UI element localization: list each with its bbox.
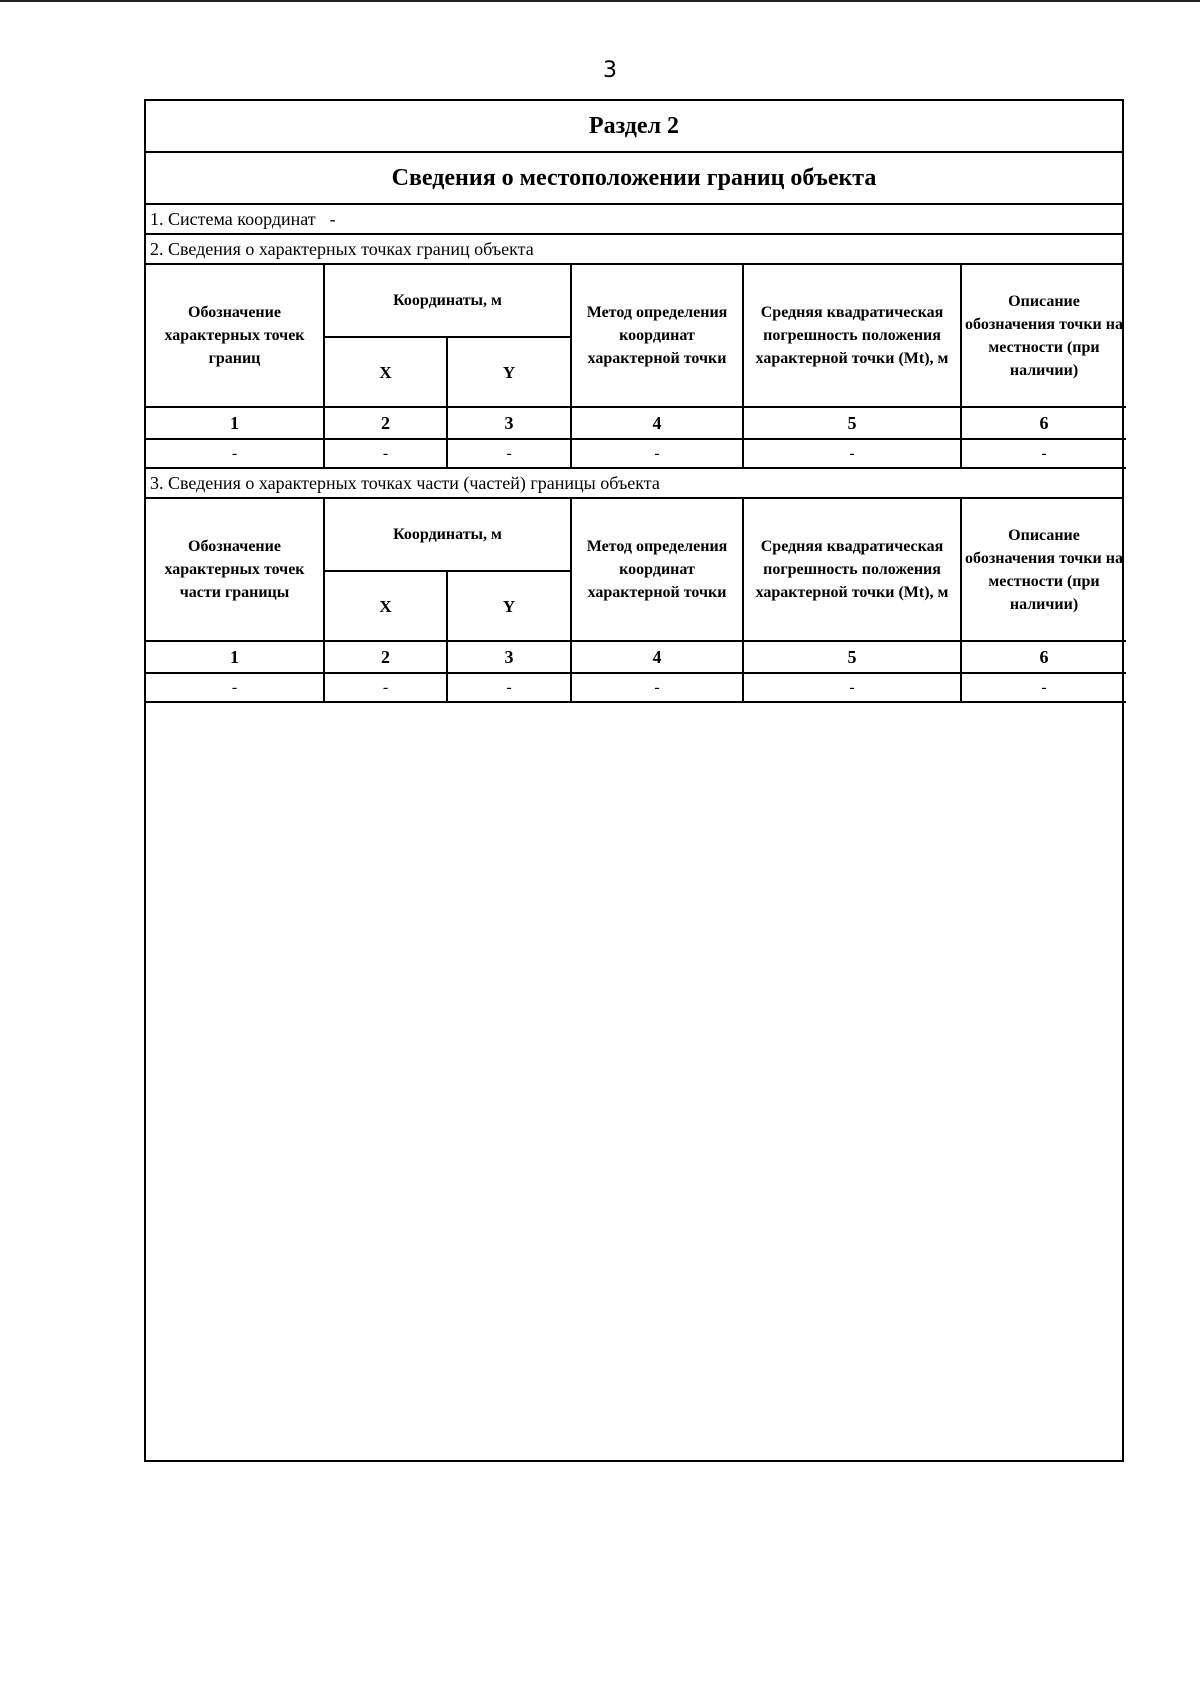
- page-top-edge: [0, 0, 1200, 2]
- column-number: 1: [146, 407, 324, 439]
- header-y: Y: [447, 571, 571, 641]
- column-number: 2: [324, 407, 447, 439]
- table-cell: -: [447, 673, 571, 702]
- table-cell: -: [743, 673, 961, 702]
- header-error: Средняя квадратическая погрешность положения характерной точки (Mt), м: [743, 265, 961, 407]
- table2-caption: 3. Сведения о характерных точках части (частей) границы объекта: [146, 469, 1122, 499]
- table-row: [146, 439, 1126, 468]
- table-cell: -: [447, 439, 571, 468]
- column-number: 6: [961, 641, 1126, 673]
- column-numbers-row: [146, 641, 1126, 673]
- table-row: [146, 673, 1126, 702]
- table1-caption: 2. Сведения о характерных точках границ объекта: [146, 235, 1122, 265]
- document-frame: [144, 99, 1124, 1462]
- header-method: Метод определения координат характерной точки: [571, 265, 743, 407]
- header-designation: Обозначение характерных точек границ: [146, 265, 324, 407]
- table-cell: -: [324, 673, 447, 702]
- column-number: 1: [146, 641, 324, 673]
- table-cell: -: [571, 439, 743, 468]
- header-coordinates: Координаты, м: [324, 265, 571, 337]
- boundary-points-table: [146, 265, 1126, 469]
- table-header-row: [146, 265, 1126, 337]
- header-x: X: [324, 571, 447, 641]
- column-numbers-row: [146, 407, 1126, 439]
- column-number: 3: [447, 407, 571, 439]
- column-number: 4: [571, 407, 743, 439]
- header-coordinates: Координаты, м: [324, 499, 571, 571]
- table-cell: -: [743, 439, 961, 468]
- header-y: Y: [447, 337, 571, 407]
- blank-area: [146, 703, 1122, 1460]
- page-number: 3: [603, 58, 617, 83]
- column-number: 5: [743, 641, 961, 673]
- table-cell: -: [324, 439, 447, 468]
- table-cell: -: [961, 673, 1126, 702]
- table-cell: -: [571, 673, 743, 702]
- header-designation: Обозначение характерных точек части границы: [146, 499, 324, 641]
- coordinate-system-value: -: [329, 208, 336, 229]
- column-number: 6: [961, 407, 1126, 439]
- table-cell: -: [146, 673, 324, 702]
- column-number: 4: [571, 641, 743, 673]
- part-boundary-points-table: [146, 499, 1126, 703]
- header-x: X: [324, 337, 447, 407]
- header-method: Метод определения координат характерной точки: [571, 499, 743, 641]
- coordinate-system-row: [146, 205, 1122, 235]
- header-description: Описание обозначения точки на местности (при наличии): [961, 499, 1126, 641]
- column-number: 5: [743, 407, 961, 439]
- header-description: Описание обозначения точки на местности (при наличии): [961, 265, 1126, 407]
- table-cell: -: [961, 439, 1126, 468]
- section-subtitle: Сведения о местоположении границ объекта: [146, 153, 1122, 205]
- column-number: 3: [447, 641, 571, 673]
- column-number: 2: [324, 641, 447, 673]
- table-header-row: [146, 499, 1126, 571]
- section-title: Раздел 2: [146, 101, 1122, 153]
- table-cell: -: [146, 439, 324, 468]
- header-error: Средняя квадратическая погрешность положения характерной точки (Mt), м: [743, 499, 961, 641]
- coordinate-system-label: 1. Система координат: [150, 208, 316, 229]
